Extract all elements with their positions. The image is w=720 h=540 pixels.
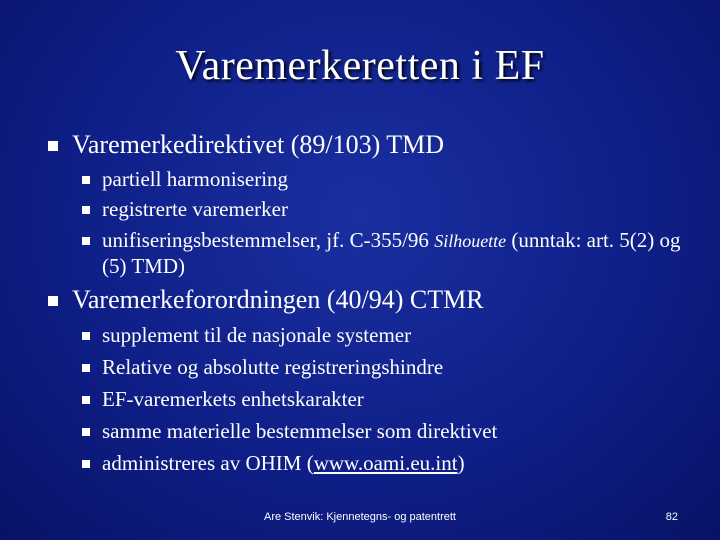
list-item [82, 419, 682, 444]
list-item [82, 387, 682, 412]
square-bullet-icon [48, 141, 58, 151]
square-bullet-icon [82, 460, 90, 468]
list-item-text: registrerte varemerker [102, 197, 288, 221]
square-bullet-icon [82, 237, 90, 245]
page-number: 82 [665, 511, 678, 523]
square-bullet-icon [82, 364, 90, 372]
list-item [82, 228, 682, 279]
list-item [82, 197, 682, 222]
case-name: Silhouette [434, 231, 507, 251]
list-item-text: samme materielle bestemmelser som direktivet [102, 419, 498, 443]
ohim-link[interactable]: www.oami.eu.int [313, 451, 458, 475]
section-heading-text: Varemerkeforordningen (40/94) CTMR [72, 285, 484, 314]
square-bullet-icon [48, 296, 58, 306]
footer-author: Are Stenvik: Kjennetegns- og patentrett [263, 511, 456, 523]
list-item [82, 167, 682, 192]
square-bullet-icon [82, 396, 90, 404]
list-item [82, 451, 682, 476]
list-item-text: unifiseringsbestemmelser, jf. C-355/96 Silhouette (unntak: art. 5(2) og (5) TMD) [102, 228, 681, 278]
square-bullet-icon [82, 428, 90, 436]
section-heading-text: Varemerkedirektivet (89/103) TMD [72, 130, 445, 159]
square-bullet-icon [82, 206, 90, 214]
square-bullet-icon [82, 332, 90, 340]
list-item-text: partiell harmonisering [102, 167, 289, 191]
list-item-text: Relative og absolutte registreringshindre [102, 355, 444, 379]
list-item-text: EF-varemerkets enhetskarakter [102, 387, 364, 411]
square-bullet-icon [82, 176, 90, 184]
list-item-text: supplement til de nasjonale systemer [102, 323, 412, 347]
slide-title: Varemerkeretten i EF [175, 43, 545, 89]
list-item [82, 323, 682, 348]
list-item [82, 355, 682, 380]
list-item-text: administreres av OHIM (www.oami.eu.int) [102, 451, 465, 475]
